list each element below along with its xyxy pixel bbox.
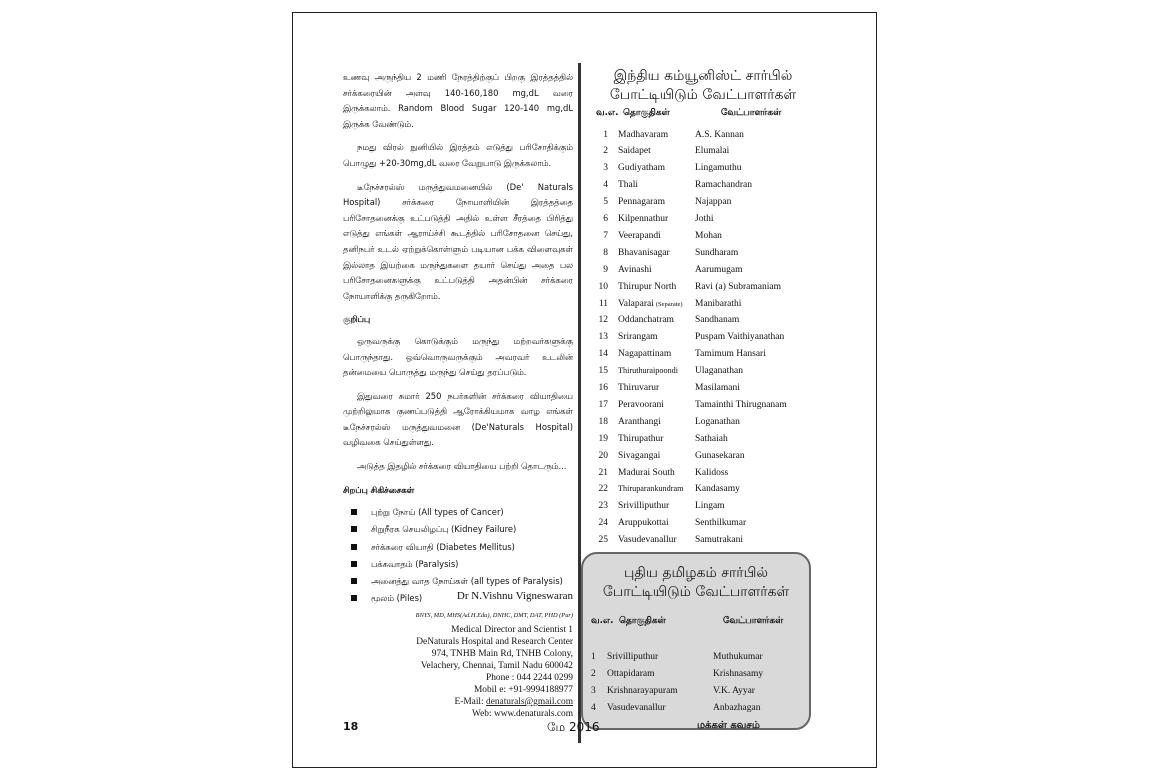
constituency-cell: Ottapidaram (607, 669, 655, 679)
candidate-cell: Muthukumar (713, 652, 763, 662)
row-number: 9 (603, 264, 608, 275)
contact-line: Velachery, Chennai, Tamil Nadu 600042 (420, 661, 573, 671)
table-row (596, 245, 866, 262)
article-paragraph: ஒருவருக்கு கொடுக்கும் மருந்து மற்றவர்களுக்கு பொருந்தாது. ஒவ்வொருவருக்கும் அவரவர் உடலின் தன்மையை பொருத்து மருந்து செய்து தரப்படும். (343, 335, 573, 378)
constituency-name: Kilpennathur (618, 214, 669, 224)
candidate-cell: Lingamuthu (695, 163, 742, 174)
row-number: 17 (598, 399, 608, 410)
table-row (591, 649, 806, 666)
pt-title: புதிய தமிழகம் சார்பில் போட்டியிடும் வேட்பாளர்கள் (602, 565, 790, 600)
constituency-cell (618, 431, 663, 448)
note-heading: குறிப்பு (343, 314, 371, 325)
candidate-cell: Senthilkumar (695, 518, 747, 529)
candidate-cell: Kalidoss (695, 467, 729, 478)
constituency-cell (618, 397, 664, 414)
candidate-cell: Aarumugam (695, 264, 743, 275)
constituency-name: Thiruthuraipoondi (618, 366, 679, 376)
candidate-cell: V.K. Ayyar (713, 686, 755, 696)
candidate-cell: Ravi (a) Subramaniam (695, 281, 782, 292)
table-row (596, 211, 866, 228)
table-row (596, 532, 866, 549)
square-bullet-icon (351, 526, 357, 532)
constituency-name: Vasudevanallur (618, 535, 677, 546)
col-header-no: வ.எ. (591, 616, 614, 626)
constituency-cell (618, 262, 652, 279)
magazine-page (292, 12, 877, 768)
constituency-cell (618, 177, 638, 194)
contact-line: Phone : 044 2244 0299 (486, 673, 573, 683)
article-column (343, 70, 573, 607)
constituency-name: Aruppukottai (618, 518, 669, 529)
contact-line: 974, TNHB Main Rd, TNHB Colony, (431, 649, 573, 659)
constituency-name: Thiruvarur (618, 383, 660, 393)
doctor-qualifications: BNYS, MD, MHS(Ad.H.Edu), DNHC, DMT, DAT, PHD (Pur) (415, 612, 573, 619)
list-item: சர்க்கரை வியாதி (Diabetes Mellitus) (351, 539, 573, 556)
list-item: சிறுநீரக செயலிழப்பு (Kidney Failure) (351, 521, 573, 538)
square-bullet-icon (351, 561, 357, 567)
row-number: 3 (603, 163, 608, 174)
constituency-cell (618, 160, 665, 177)
email-line: E-Mail: denaturals@gmail.com (454, 697, 573, 707)
contact-line: Medical Director and Scientist 1 (451, 625, 573, 635)
constituency-cell (618, 481, 683, 498)
table-row (596, 127, 866, 144)
candidate-cell: Najappan (695, 197, 732, 208)
candidate-cell: Manibarathi (695, 298, 742, 309)
row-number: 12 (598, 315, 608, 326)
table-row (596, 279, 866, 296)
constituency-cell (618, 363, 678, 380)
constituency-name: Madurai South (618, 467, 675, 478)
constituency-name: Oddanchatram (618, 315, 674, 326)
table-row (596, 329, 866, 346)
constituency-name: Avinashi (618, 264, 652, 275)
constituency-name: Veerapandi (618, 230, 661, 241)
candidate-cell: Ramachandran (695, 180, 752, 191)
candidate-cell: Tamimum Hansari (695, 349, 766, 360)
list-item: மூலம் (Piles) (351, 590, 573, 607)
web-line: Web: www.denaturals.com (472, 709, 573, 719)
row-number: 4 (603, 180, 608, 191)
magazine-name: மக்கள் கவசம் (697, 720, 760, 731)
constituency-cell (618, 414, 661, 431)
constituency-cell (618, 380, 659, 397)
constituency-name: Sivagangai (618, 450, 661, 461)
doctor-contact (343, 590, 573, 720)
contact-line: Mobil e: +91-9994188977 (473, 685, 573, 695)
col-header-candidate: வேட்பாளர்கள் (723, 616, 784, 626)
issue-date: மே 2016 (547, 720, 600, 734)
constituency-cell (618, 228, 661, 245)
constituency-cell: Srivilliputhur (607, 652, 659, 662)
table-row (596, 448, 866, 465)
candidate-cell: Sandhanam (695, 315, 740, 326)
table-row (596, 177, 866, 194)
row-number: 8 (603, 247, 608, 258)
cpi-title: இந்திய கம்யூனிஸ்ட் சார்பில் போட்டியிடும் வேட்பாளர்கள் (609, 68, 797, 103)
constituency-cell (618, 329, 658, 346)
candidate-cell: A.S. Kannan (695, 129, 744, 140)
constituency-cell (618, 465, 675, 482)
candidate-cell: Lingam (695, 501, 725, 512)
constituency-name: Srivilliputhur (618, 501, 670, 512)
constituency-cell (618, 245, 670, 262)
row-number: 23 (598, 501, 608, 512)
contact-line: DeNaturals Hospital and Research Center (416, 637, 573, 647)
table-row (596, 380, 866, 397)
candidate-cell: Elumalai (695, 146, 730, 157)
candidate-cell: Loganathan (695, 416, 740, 427)
constituency-cell (618, 312, 674, 329)
row-number: 15 (598, 366, 608, 377)
row-number: 11 (598, 298, 608, 309)
constituency-cell (618, 532, 677, 549)
candidate-cell: Jothi (695, 214, 714, 224)
table-row (596, 481, 866, 498)
constituency-name: Srirangam (618, 332, 658, 343)
article-paragraph: அடுத்த இதழில் சர்க்கரை வியாதியை பற்றி தொடரும்... (357, 461, 567, 472)
constituency-cell: Krishnarayapuram (607, 686, 678, 696)
row-number: 20 (598, 450, 608, 461)
col-header-constituency: தொகுதிகள் (619, 616, 666, 626)
col-header-constituency: தொகுதிகள் (623, 108, 670, 118)
constituency-cell (618, 279, 676, 296)
col-header-candidate: வேட்பாளர்கள் (721, 108, 782, 118)
table-row (596, 431, 866, 448)
candidate-cell: Masilamani (695, 383, 740, 393)
candidate-cell: Mohan (695, 230, 722, 241)
article-paragraph: டீநேச்சரல்ஸ் மருத்துவமனையில் (De' Naturals Hospital) சர்க்கரை நோயாளியின் இரத்தத்தை பரிசோதனைக்கு உட்படுத்தி அதில் உள்ள சீரத்தை பிரித்து எடுத்து எங்கள் ஆராய்ச்சி கூடத்தில் பரிசோதனை செய்து, தனிநபர் உடல் ஏற்றுக்கொள்ளும் படியான பக்க விளைவுகள் இல்லாத இயற்கை மருந்துகளை தயார் செய்து அதை பல பரிசோதனைகளுக்கு உட்படுத்தி அதன்பின் சர்க்கரை நோயாளிக்கு தருகிறோம். (343, 181, 573, 301)
constituency-name: Nagapattinam (618, 349, 672, 360)
table-row (596, 296, 866, 313)
candidate-cell: Gunasekaran (695, 450, 745, 461)
table-row (596, 143, 866, 160)
constituency-name: Valaparai (618, 298, 654, 309)
constituency-cell (618, 448, 660, 465)
email-link[interactable]: denaturals@gmail.com (486, 697, 573, 707)
table-row (596, 498, 866, 515)
square-bullet-icon (351, 544, 357, 550)
candidate-cell: Tamainthi Thirugnanam (695, 399, 787, 410)
row-number: 25 (598, 535, 608, 546)
constituency-note: (Separate) (655, 300, 683, 308)
list-item: அனைத்து வாத நோய்கள் (all types of Paralysis) (351, 573, 573, 590)
candidate-cell: Samutrakani (695, 535, 744, 546)
row-number: 2 (603, 146, 608, 157)
row-number: 2 (591, 669, 596, 679)
constituency-name: Saidapet (618, 146, 651, 157)
table-row (591, 700, 806, 717)
constituency-cell (618, 211, 668, 228)
article-paragraph: உணவு அருந்திய 2 மணி நேரத்திற்குப் பிறகு இரத்தத்தில் சர்க்கரையின் அளவு 140-160,180 mg,dL வரை இருக்கலாம். Random Blood Sugar 120-140 mg,dL இருக்க வேண்டும். (343, 72, 573, 129)
row-number: 24 (598, 518, 608, 529)
table-row (596, 346, 866, 363)
table-row (596, 515, 866, 532)
table-row (591, 666, 806, 683)
constituency-cell (618, 498, 669, 515)
constituency-name: Bhavanisagar (618, 247, 670, 258)
row-number: 16 (598, 383, 608, 393)
square-bullet-icon (351, 509, 357, 515)
candidate-cell: Kandasamy (695, 484, 740, 495)
candidate-cell: Sundharam (695, 247, 739, 258)
constituency-name: Thirupur North (618, 281, 677, 292)
pt-candidates-box (581, 552, 811, 730)
constituency-cell (618, 515, 669, 532)
constituency-cell (618, 194, 665, 211)
constituency-name: Thirupathur (618, 433, 664, 444)
table-row (596, 228, 866, 245)
row-number: 7 (603, 230, 608, 241)
constituency-name: Aranthangi (618, 416, 661, 427)
candidate-cell: Puspam Vaithiyanathan (695, 332, 785, 343)
page-number: 18 (343, 720, 359, 733)
constituency-name: Thali (618, 180, 639, 191)
row-number: 3 (591, 686, 596, 696)
constituency-name: Gudiyatham (618, 163, 665, 174)
article-paragraph: நமது விரல் நுனியில் இரத்தம் எடுத்து பரிசோதிக்கும் பொழுது +20-30mg,dL வரை வேறுபாடு இருக்கலாம். (343, 142, 573, 168)
article-paragraph: இதுவரை சுமார் 250 நபர்களின் சர்க்கரை வியாதியை முற்றிலுமாக குணப்படுத்தி ஆரோக்கியமாக வாழ எங்கள் டீநேச்சரல்ஸ் மருத்துவமனை (De'Naturals Hospital) வழிவகை செய்துள்ளது. (343, 390, 573, 448)
row-number: 22 (598, 484, 608, 495)
col-header-no: வ.எ. (596, 108, 619, 118)
constituency-name: Pennagaram (618, 197, 665, 208)
candidate-cell: Krishnasamy (713, 669, 764, 679)
table-row (596, 414, 866, 431)
row-number: 10 (598, 281, 608, 292)
constituency-name: Madhavaram (618, 129, 669, 140)
row-number: 4 (591, 703, 596, 713)
table-row (596, 160, 866, 177)
row-number: 19 (598, 433, 608, 444)
row-number: 6 (603, 214, 608, 224)
constituency-cell: Vasudevanallur (607, 703, 666, 713)
constituency-cell (618, 296, 683, 314)
square-bullet-icon (351, 578, 357, 584)
constituency-cell (618, 143, 651, 160)
row-number: 13 (598, 332, 608, 343)
table-row (596, 397, 866, 414)
row-number: 21 (598, 467, 608, 478)
row-number: 14 (598, 349, 608, 360)
constituency-name: Thiruparankundram (618, 484, 684, 494)
doctor-name: Dr N.Vishnu Vigneswaran (456, 590, 573, 602)
row-number: 5 (603, 197, 608, 208)
constituency-name: Peravoorani (618, 399, 664, 410)
table-row (591, 683, 806, 700)
table-row (596, 312, 866, 329)
table-row (596, 194, 866, 211)
special-treatments-heading: சிறப்பு சிகிச்சைகள் (343, 484, 415, 495)
table-row (596, 262, 866, 279)
candidate-cell: Sathaiah (695, 433, 728, 444)
row-number: 1 (591, 652, 596, 662)
list-item: பக்கவாதம் (Paralysis) (351, 556, 573, 573)
list-item: புற்று நோய் (All types of Cancer) (351, 504, 573, 521)
constituency-cell (618, 127, 668, 144)
table-row (596, 465, 866, 482)
row-number: 1 (603, 129, 608, 140)
candidate-cell: Anbazhagan (713, 703, 761, 713)
table-row (596, 363, 866, 380)
candidate-cell: Ulaganathan (695, 366, 744, 377)
row-number: 18 (598, 416, 608, 427)
constituency-cell (618, 346, 671, 363)
